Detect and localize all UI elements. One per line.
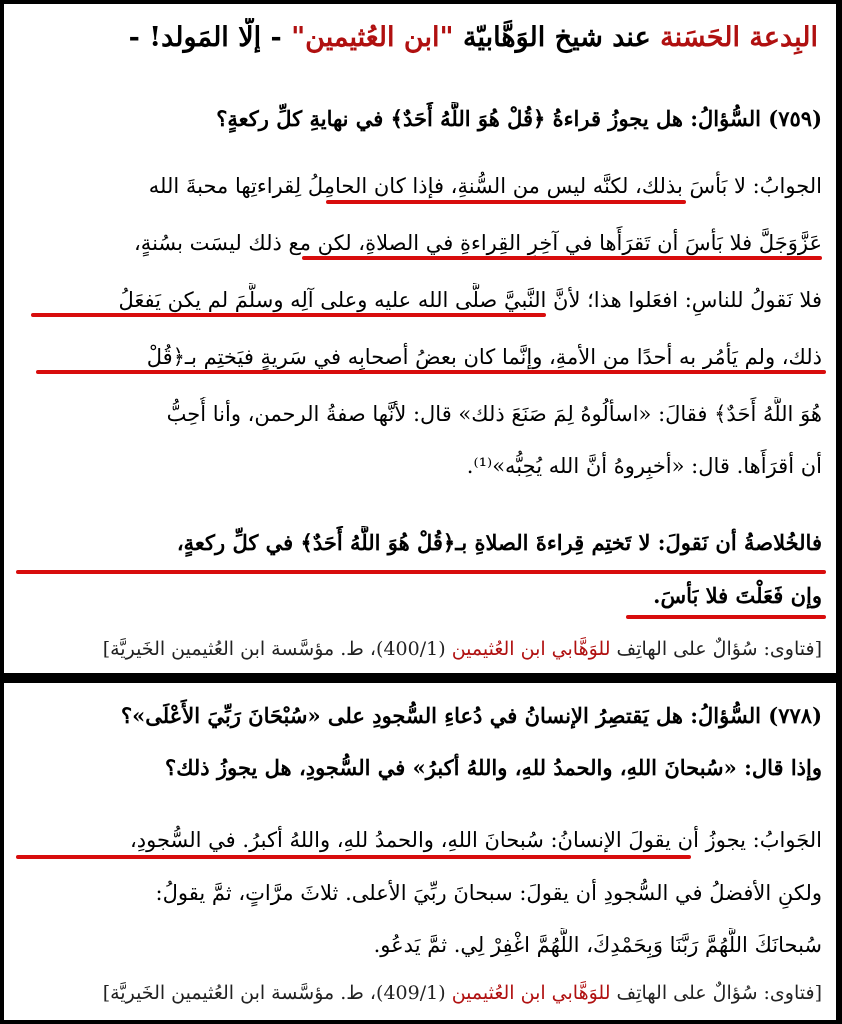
answer-line: هُوَ اللَّهُ أَحَدٌ﴾ فقالَ: «اسألُوهُ لِمَ صَنَعَ ذلك» قال: لأنَّها صفةُ الرحمن، وأنا أُحِبُّ [166,402,822,426]
underline [302,256,822,260]
answer-line: الجَوابُ: يجوزُ أن يقولَ الإنسانُ: سُبحانَ اللهِ، والحمدُ للهِ، واللهُ أكبرُ. في السُّجودِ، [130,828,822,852]
source-suffix: (400/1)، ط. مؤسَّسة ابن العُثيمين الخَيريَّة] [102,638,452,660]
question-number: (٧٥٩) [768,106,822,131]
title-part4: - إلَّا المَولد! - [128,22,292,53]
title-part2: عند شيخ الوَهَّابيّة [453,22,661,53]
answer-line: فلا نَقولُ للناسِ: افعَلوا هذا؛ لأنَّ النَّبيَّ صلَّى الله عليه وعلى آلِه وسلَّمَ لم يكن يَفعَلُ [118,288,822,312]
source-citation [18,632,822,666]
fatwa-778-panel [4,683,836,1020]
title-part1: البِدعة الحَسَنة [660,22,818,53]
underline [16,570,826,574]
answer-line: الجوابُ: لا بَأسَ بذلك، لكنَّه ليس من السُّنةِ، فإذا كان الحامِلُ لِقراءتِها محبةَ الله [148,174,822,198]
source-suffix: (409/1)، ط. مؤسَّسة ابن العُثيمين الخَيريَّة] [102,982,452,1004]
underline [31,313,546,317]
underline [36,370,826,374]
conclusion-line: فالخُلاصةُ أن نَقولَ: لا تَختِم قِراءةَ الصلاةِ بـ﴿قُلْ هُوَ اللَّهُ أَحَدٌ﴾ في كلِّ ركعةٍ، [176,530,822,555]
source-prefix: [فتاوى: سُؤالٌ على الهاتِف [610,982,822,1004]
question-line: وإذا قال: «سُبحانَ اللهِ، والحمدُ للهِ، واللهُ أكبرُ» في السُّجودِ، هل يجوزُ ذلك؟ [165,755,822,780]
source-prefix: [فتاوى: سُؤالٌ على الهاتِف [610,638,822,660]
underline [626,615,826,619]
answer-line: أن أقرَأَها. قال: «أخبِروهُ أنَّ الله يُحِبُّه»⁽¹⁾. [466,454,822,478]
answer-line: ولكنِ الأفضلُ في السُّجودِ أن يقولَ: سبحانَ ربِّيَ الأعلى. ثلاثَ مرَّاتٍ، ثمَّ يقولُ: [155,881,822,905]
question-759 [18,102,822,136]
title-part3: "ابن العُثيمين" [291,22,454,53]
question-line: (٧٧٨) السُّؤالُ: هل يَقتصِرُ الإنسانُ في دُعاءِ السُّجودِ على «سُبْحَانَ رَبِّيَ الأَعْلَى»؟ [121,703,822,728]
source-highlight: للوَهَّابي ابن العُثيمين [451,638,611,660]
question-label: السُّؤالُ: [690,106,761,131]
answer-line: سُبحانَكَ اللَّهُمَّ رَبَّنَا وَبِحَمْدِكَ، اللَّهُمَّ اغْفِرْ لِي. ثمَّ يَدعُو. [373,933,822,957]
underline [326,200,686,204]
underline [16,855,691,859]
fatwa-759-panel [4,4,836,673]
page-title [22,18,818,58]
conclusion-line: وإن فَعَلْتَ فلا بَأسَ. [653,583,822,608]
source-citation [18,976,822,1010]
answer-line: ذلك، ولم يَأمُر به أحدًا من الأمةِ، وإنَّما كان بعضُ أصحابِه في سَريةٍ فيَختِم بـ﴿قُلْ [146,345,822,369]
question-text: هل يجوزُ قراءةُ ﴿قُلْ هُوَ اللَّهُ أَحَدٌ﴾ في نهايةِ كلِّ ركعةٍ؟ [216,106,683,131]
source-highlight: للوَهَّابي ابن العُثيمين [451,982,611,1004]
answer-line: عَزَّوَجَلَّ فلا بَأسَ أن تَقرَأَها في آخِرِ القِراءةِ في الصلاةِ، لكن مع ذلك ليسَت بسُنةٍ، [134,231,822,255]
